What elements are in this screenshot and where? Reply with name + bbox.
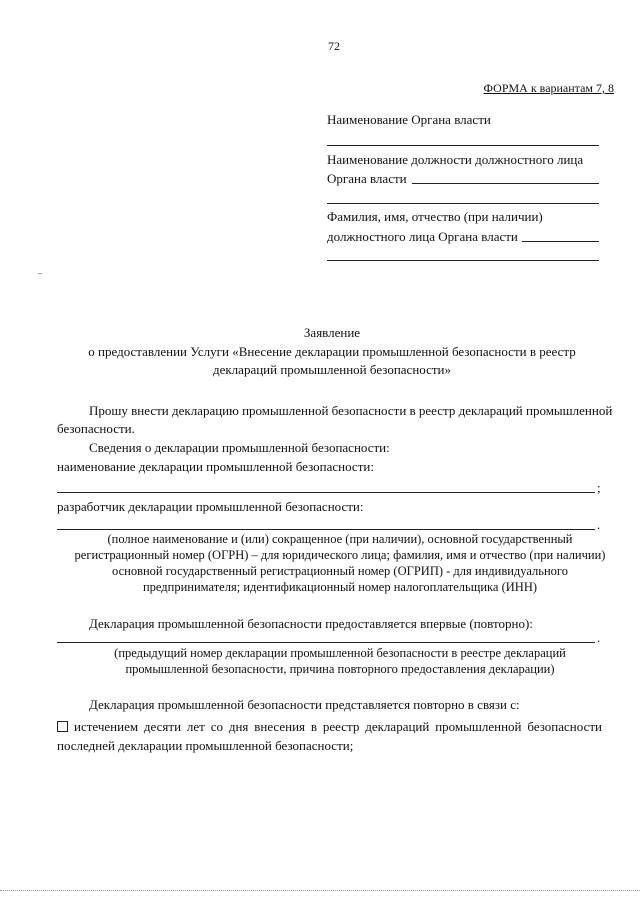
document-title: Заявление (303, 325, 361, 340)
option-ten-years-checkbox[interactable] (57, 721, 68, 732)
previous-number-hint-line2: промышленной безопасности, причина повторного предоставления декларации) (125, 662, 555, 676)
official-name-field[interactable] (522, 241, 599, 242)
document-subtitle-line1: о предоставлении Услуги «Внесение декларации промышленной безопасности в реестр (88, 344, 576, 359)
page-number: 72 (328, 39, 340, 53)
official-position-label-line1: Наименование должности должностного лица (327, 152, 584, 167)
request-text-line1: Прошу внести декларацию промышленной безопасности в реестр деклараций промышленной (89, 403, 613, 418)
option-ten-years-text: истечением десяти лет со дня внесения в реестр деклараций промышленной безопасности (74, 719, 602, 734)
request-text-line2: безопасности. (57, 421, 135, 436)
authority-name-field[interactable] (327, 145, 599, 146)
scan-margin-mark (38, 273, 42, 274)
official-position-field[interactable] (412, 183, 599, 184)
document-subtitle-line2: деклараций промышленной безопасности» (212, 362, 452, 377)
form-reference: ФОРМА к вариантам 7, 8 (483, 81, 614, 95)
authority-name-label: Наименование Органа власти (327, 112, 491, 127)
developer-hint-line3: основной государственный регистрационный номер (ОГРИП) - для индивидуального (112, 564, 568, 578)
previous-number-field[interactable] (57, 642, 595, 643)
official-name-label-line1: Фамилия, имя, отчество (при наличии) (327, 209, 543, 224)
developer-label: разработчик декларации промышленной безопасности: (57, 499, 364, 514)
official-position-field-extra[interactable] (327, 203, 599, 204)
declaration-info-heading: Сведения о декларации промышленной безопасности: (89, 440, 390, 455)
official-name-label-line2: должностного лица Органа власти (327, 229, 518, 244)
official-name-field-extra[interactable] (327, 260, 599, 261)
option-ten-years[interactable] (57, 718, 602, 736)
previous-number-hint-line1: (предыдущий номер декларации промышленной безопасности в реестре деклараций (114, 646, 566, 660)
declaration-name-label: наименование декларации промышленной безопасности: (57, 459, 374, 474)
previous-number-period: . (597, 630, 601, 645)
official-position-label-line2: Органа власти (327, 171, 407, 186)
first-time-label: Декларация промышленной безопасности предоставляется впервые (повторно): (89, 616, 533, 631)
developer-hint-line1: (полное наименование и (или) сокращенное (при наличии), основной государственный (107, 532, 573, 546)
developer-field[interactable] (57, 529, 595, 530)
developer-hint-line2: регистрационный номер (ОГРН) – для юридического лица; фамилия, имя и отчество (при наличии) (74, 548, 606, 562)
repeat-reason-label: Декларация промышленной безопасности представляется повторно в связи с: (89, 697, 520, 712)
page-bottom-edge (0, 890, 640, 891)
developer-period: . (597, 517, 601, 532)
option-ten-years-text-line2: последней декларации промышленной безопасности; (57, 738, 354, 753)
declaration-name-field[interactable] (57, 492, 595, 493)
developer-hint-line4: предпринимателя; идентификационный номер налогоплательщика (ИНН) (142, 580, 538, 594)
declaration-name-semicolon: ; (597, 480, 601, 495)
